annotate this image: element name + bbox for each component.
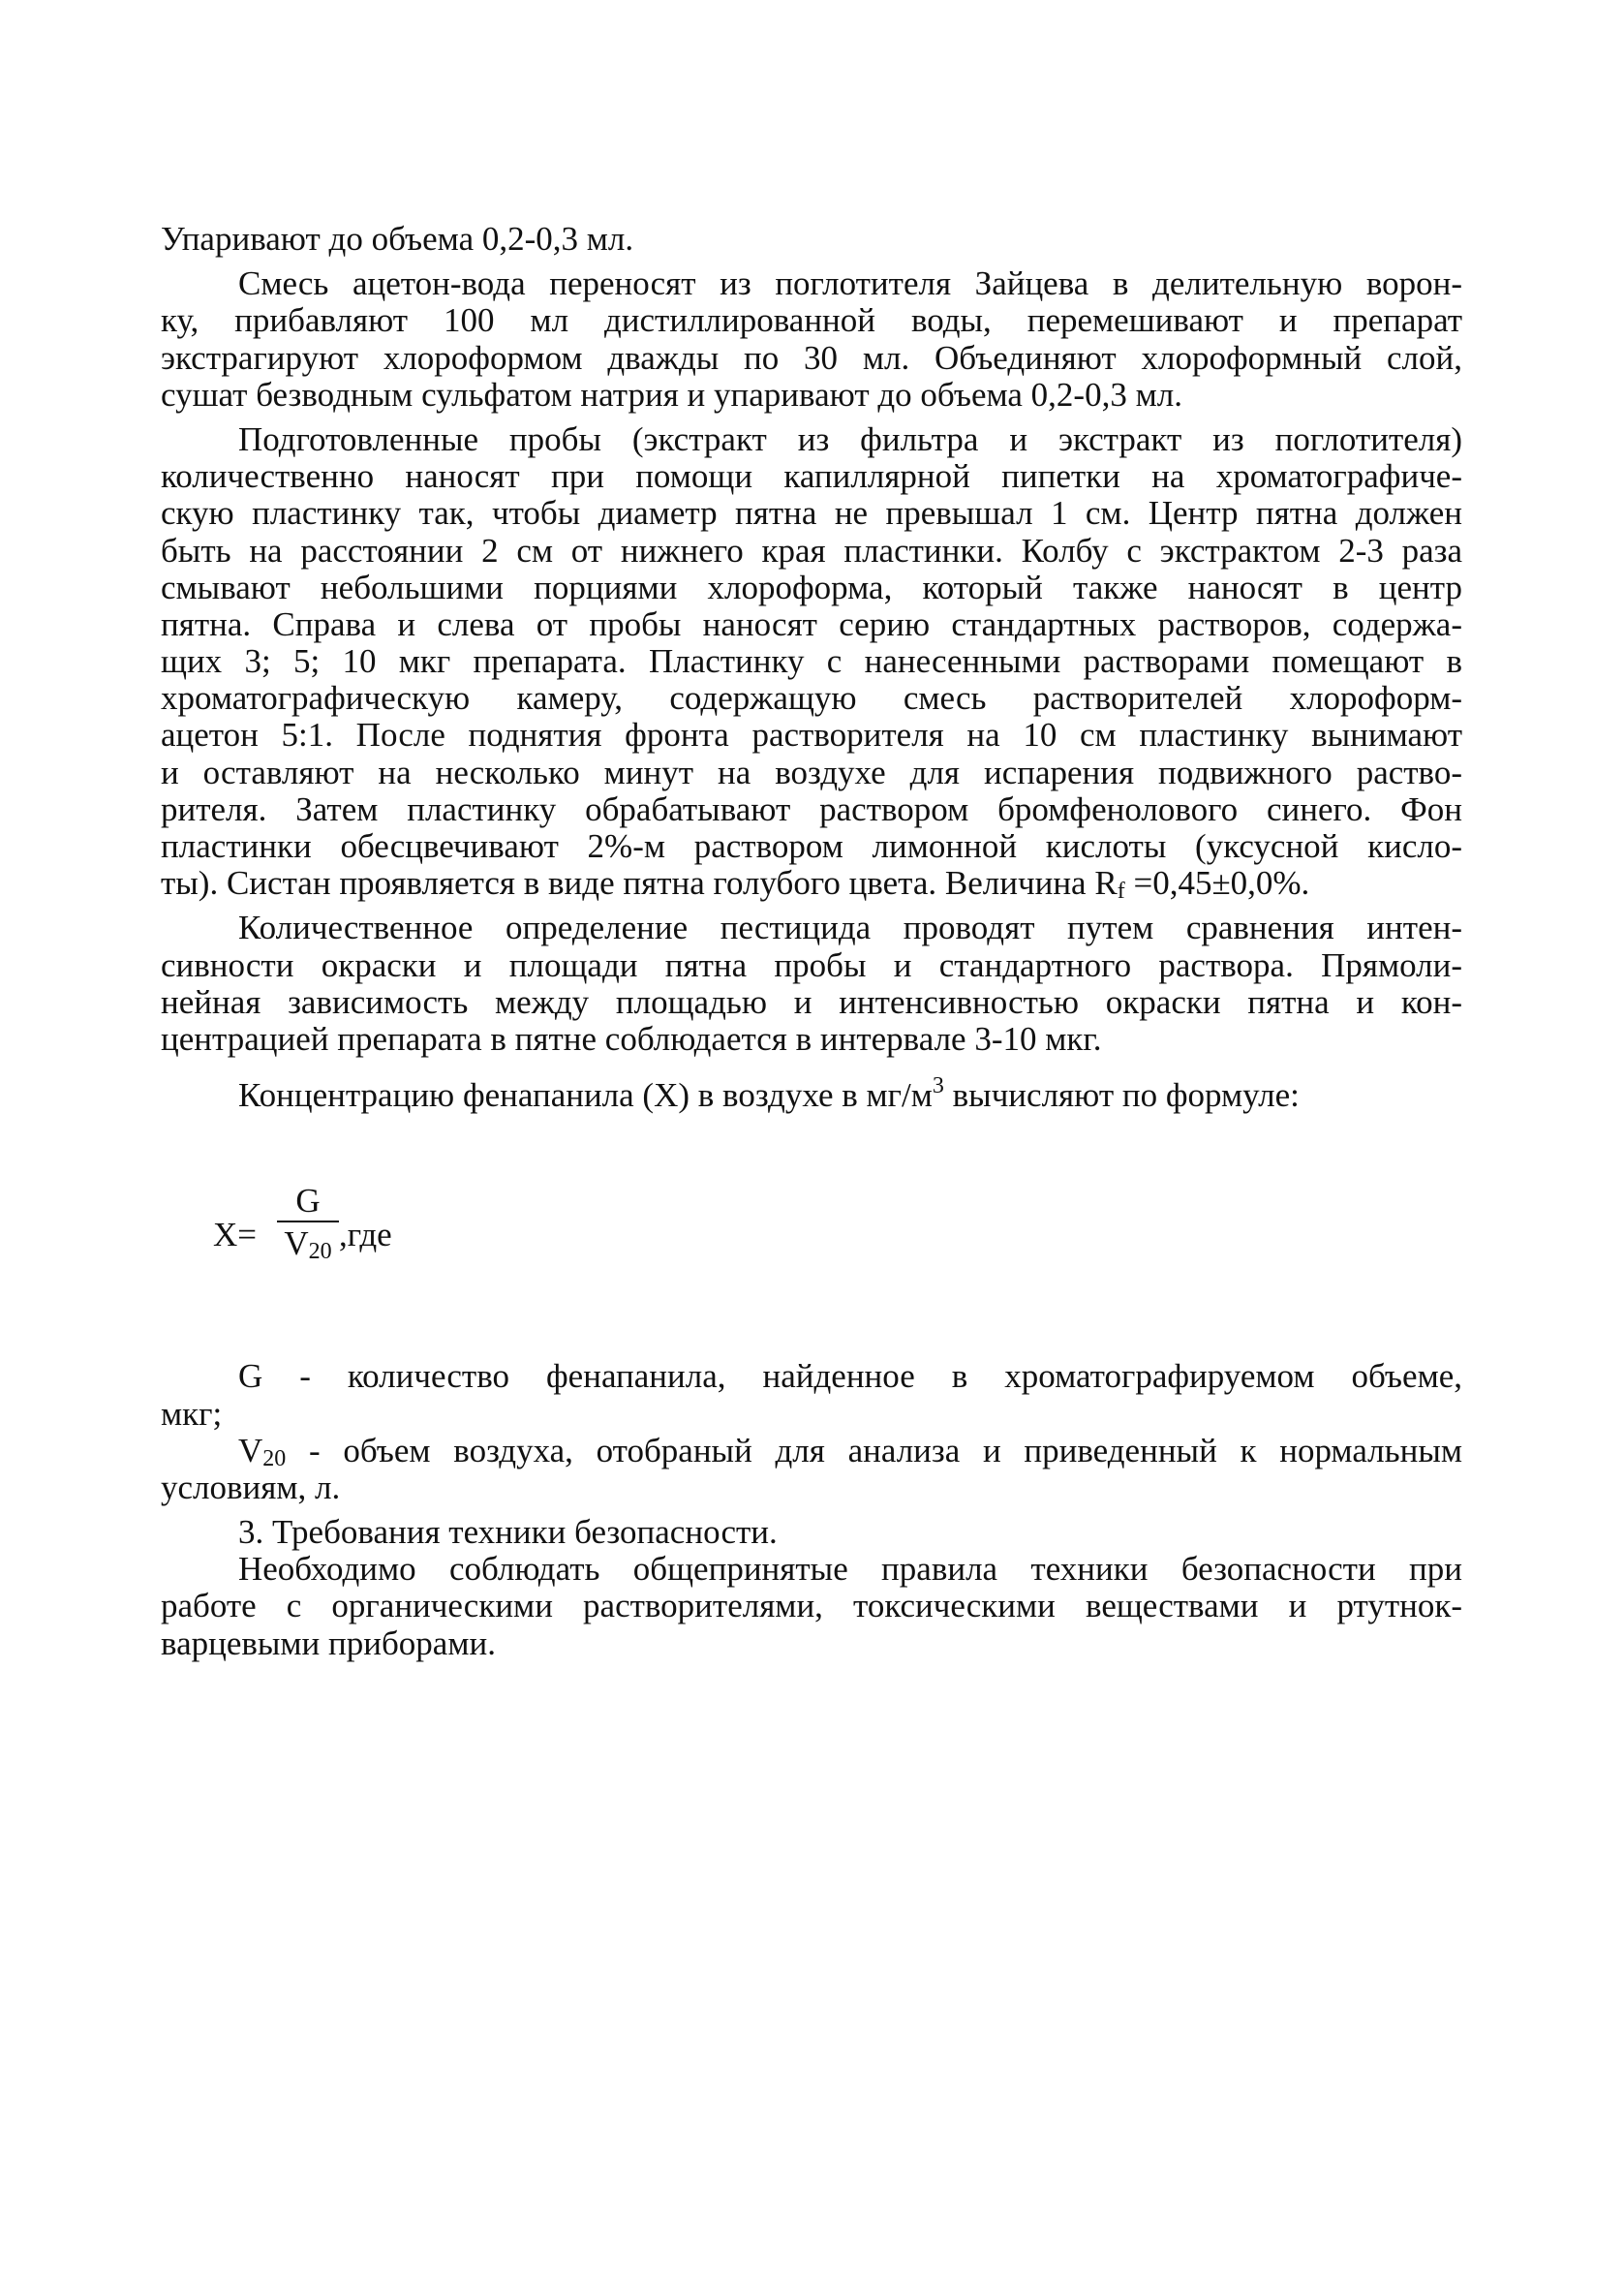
- text-line-rf-value: [161, 864, 1462, 905]
- formula-denominator: [277, 1224, 339, 1271]
- v-subscript: 20: [262, 1445, 287, 1471]
- rf-value: =0,45±0,0%.: [1124, 864, 1310, 903]
- definition-g-unit: мкг;: [161, 1394, 223, 1433]
- text-line: быть на расстоянии 2 см от нижнего края пластинки. Колбу с экстрактом 2-3 раза: [161, 531, 1462, 570]
- text-line: Упаривают до объема 0,2-0,3 мл.: [161, 220, 634, 258]
- formula-tail: ,где: [339, 1216, 392, 1254]
- text-line: смывают небольшими порциями хлороформа, который также наносят в центр: [161, 568, 1462, 606]
- text-line: пластинки обесцвечивают 2%-м раствором лимонной кислоты (уксусной кисло-: [161, 827, 1462, 865]
- text-line: пятна. Справа и слева от пробы наносят серию стандартных растворов, содержа-: [161, 604, 1462, 643]
- paragraph-acetone-water: [161, 265, 1462, 414]
- text-line: щих 3; 5; 10 мкг препарата. Пластинку с нанесенными растворами помещают в: [161, 642, 1462, 681]
- section-heading: 3. Требования техники безопасности.: [238, 1513, 778, 1552]
- text-line: экстрагируют хлороформом дважды по 30 мл. Объединяют хлороформный слой,: [161, 338, 1462, 377]
- document-body: [161, 221, 1462, 1662]
- text-line: сушат безводным сульфатом натрия и упаривают до объема 0,2-0,3 мл.: [161, 375, 1182, 414]
- concentration-statement: [161, 1073, 1462, 1115]
- paragraph-quantitative: [161, 910, 1462, 1058]
- text-line: центрацией препарата в пятне соблюдается в интервале 3-10 мкг.: [161, 1019, 1102, 1058]
- v-definition-text: - объем воздуха, отобраный для анализа и приведенный к нормальным: [286, 1431, 1462, 1469]
- section-safety: [161, 1514, 1462, 1662]
- concentration-text: Концентрацию фенапанила (X) в воздухе в мг/м: [238, 1076, 933, 1115]
- definition-g-line: G - количество фенапанила, найденное в хроматографируемом объеме,: [238, 1357, 1462, 1396]
- definition-v-unit: условиям, л.: [161, 1468, 341, 1506]
- concentration-text-end: вычисляют по формуле:: [943, 1076, 1300, 1115]
- text-line: ацетон 5:1. После поднятия фронта растворителя на 10 см пластинку вынимают: [161, 716, 1462, 755]
- text-line: скую пластинку так, чтобы диаметр пятна не превышал 1 см. Центр пятна должен: [161, 494, 1462, 533]
- text-line: варцевыми приборами.: [161, 1623, 496, 1662]
- formula-numerator: G: [295, 1182, 321, 1221]
- text-line: нейная зависимость между площадью и интенсивностью окраски пятна и кон-: [161, 982, 1462, 1021]
- v-base: V: [238, 1431, 263, 1469]
- denominator-subscript: 20: [308, 1239, 332, 1265]
- formula-fraction: [277, 1182, 339, 1271]
- formula: [213, 1182, 1462, 1275]
- variable-definitions: [161, 1358, 1462, 1506]
- formula-lhs: X=: [213, 1216, 258, 1254]
- definition-v-line: [161, 1433, 1462, 1469]
- text-line: Смесь ацетон-вода переносят из поглотителя Зайцева в делительную ворон-: [238, 264, 1462, 303]
- rf-subscript: f: [1117, 879, 1125, 905]
- text-line: Необходимо соблюдать общепринятые правила техники безопасности при: [238, 1550, 1462, 1589]
- text-line: сивности окраски и площади пятна пробы и стандартного раствора. Прямоли-: [161, 945, 1462, 984]
- fraction-bar: [277, 1221, 339, 1222]
- text-line: ку, прибавляют 100 мл дистиллированной воды, перемешивают и препарат: [161, 301, 1462, 340]
- denominator-base: V: [284, 1224, 309, 1263]
- unit-superscript: 3: [932, 1073, 944, 1099]
- text-line: работе с органическими растворителями, токсическими веществами и ртутнок-: [161, 1587, 1462, 1625]
- rf-line-text: ты). Систан проявляется в виде пятна голубого цвета. Величина R: [161, 864, 1118, 903]
- text-line: хроматографическую камеру, содержащую смесь растворителей хлороформ-: [161, 679, 1462, 718]
- paragraph-evaporate: [161, 221, 1462, 258]
- text-line: Подготовленные пробы (экстракт из фильтра и экстракт из поглотителя): [238, 419, 1462, 458]
- text-line: Количественное определение пестицида проводят путем сравнения интен-: [238, 909, 1462, 947]
- paragraph-prepared-samples: [161, 419, 1462, 905]
- text-line: количественно наносят при помощи капиллярной пипетки на хроматографиче-: [161, 457, 1462, 496]
- text-line: и оставляют на несколько минут на воздухе для испарения подвижного раство-: [161, 753, 1462, 791]
- text-line: рителя. Затем пластинку обрабатывают раствором бромфенолового синего. Фон: [161, 789, 1462, 828]
